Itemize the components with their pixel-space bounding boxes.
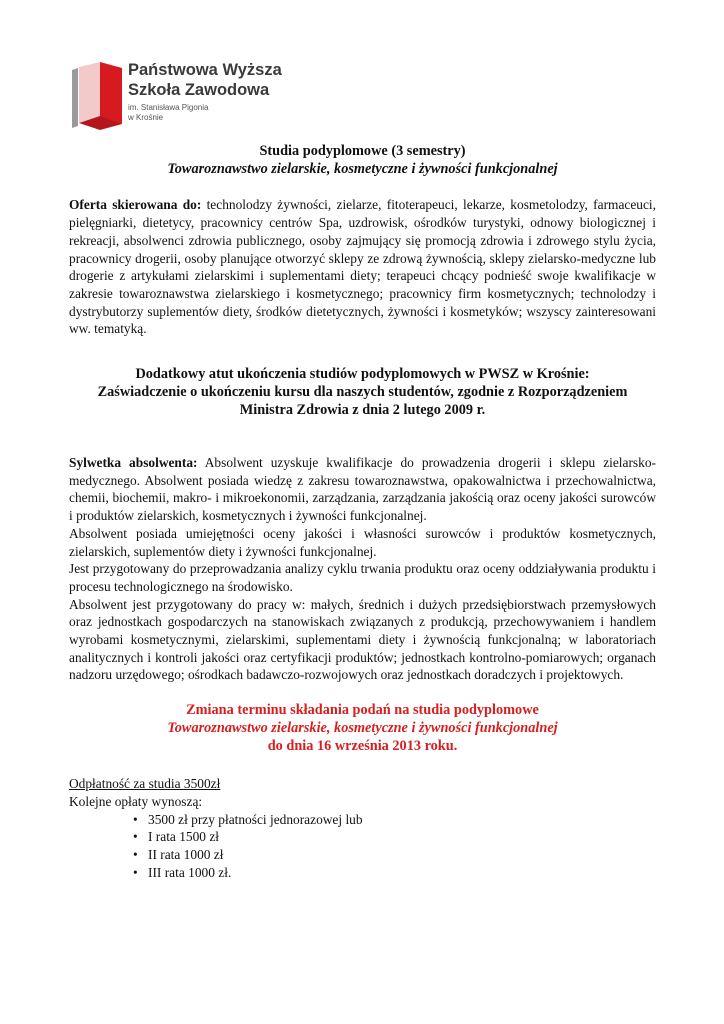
profile-paragraph-3: Jest przygotowany do przeprowadzania analizy cyklu trwania produktu oraz oceny oddziaływania produktu i procesu technologicznego na środowisko. — [69, 561, 656, 594]
page-title: Studia podyplomowe (3 semestry) — [259, 143, 466, 159]
logo-line-2: Szkoła Zawodowa — [128, 81, 270, 99]
profile-label: Sylwetka absolwenta: — [69, 455, 198, 471]
page-subtitle: Towaroznawstwo zielarskie, kosmetyczne i żywności funkcjonalnej — [167, 160, 558, 177]
logo-line-4: w Krośnie — [128, 113, 164, 122]
profile-section — [69, 454, 656, 684]
fee-item-text: 3500 zł przy płatności jednorazowej lub — [148, 811, 363, 827]
bonus-section — [69, 365, 656, 419]
notice-line-2: Towaroznawstwo zielarskie, kosmetyczne i żywności funkcjonalnej — [167, 720, 558, 737]
list-item — [133, 811, 656, 829]
logo-line-1: Państwowa Wyższa — [128, 61, 282, 79]
profile-text-1: Absolwent uzyskuje kwalifikacje do prowadzenia drogerii i sklepu zielarsko-medycznego. Absolwent posiada wiedzę z zakresu towaroznawstwa, opakowalnictwa i przechowalnictwa, chemii, biochemii, makro- i mikroekonomii, zarządzania, zarządzania jakością oraz oceny jakości surowców i produktów zielarskich, kosmetycznych i żywności funkcjonalnej. — [69, 455, 656, 524]
bonus-line-2: Zaświadczenie o ukończeniu kursu dla naszych studentów, zgodnie z Rozporządzeniem — [97, 384, 628, 401]
fee-item-text: III rata 1000 zł. — [148, 864, 232, 880]
fee-item-text: I rata 1500 zł — [148, 829, 220, 845]
fees-section — [69, 775, 656, 881]
profile-paragraph-2: Absolwent posiada umiejętności oceny jakości i własności surowców i produktów kosmetycznych, zielarskich, suplementów diety i żywności funkcjonalnej. — [69, 525, 656, 559]
bonus-line-1: Dodatkowy atut ukończenia studiów podyplomowych w PWSZ w Krośnie: — [135, 366, 590, 383]
fees-title: Odpłatność za studia 3500zł — [69, 776, 221, 792]
offer-text: technolodzy żywności, zielarze, fitoterapeuci, lekarze, kosmetolodzy, farmaceuci, pielęgniarki, dietetycy, pracownicy centrów Spa, uzdrowisk, ośrodków turystyki, odnowy biologicznej i rekreacji, absolwenci zdrowia publicznego, osoby zajmujący się promocją zdrowia i zdrowego stylu życia, pracownicy drogerii, osoby planujące otworzyć sklepy ze zdrową żywnością, sklepy zielarsko-medyczne lub drogerie z artykułami zielarskimi i suplementami diety; terapeuci chcący podnieść swoje kwalifikacje w zakresie towaroznawstwa zielarskiego i kosmetycznego; pracownicy firm kosmetycznych; technolodzy i dystrybutorzy suplementów diety, środków dietetycznych, żywności i kosmetyków; wszyscy zainteresowani ww. tematyką. — [69, 197, 656, 337]
fee-item-text: II rata 1000 zł — [148, 846, 224, 862]
notice-line-1: Zmiana terminu składania podań na studia podyplomowe — [186, 702, 539, 719]
notice-section — [69, 701, 656, 755]
offer-paragraph — [69, 196, 656, 338]
bullet-icon: • — [133, 829, 138, 845]
list-item — [133, 864, 656, 882]
offer-label: Oferta skierowana do: — [69, 197, 202, 213]
list-item — [133, 846, 656, 864]
school-logo — [70, 60, 310, 130]
notice-line-3: do dnia 16 września 2013 roku. — [267, 738, 458, 755]
bullet-icon: • — [133, 846, 138, 862]
document-body — [69, 143, 656, 881]
list-item — [133, 828, 656, 846]
book-logo-icon — [70, 60, 126, 130]
bullet-icon: • — [133, 864, 138, 880]
profile-paragraph-4: Absolwent jest przygotowany do pracy w: małych, średnich i dużych przedsiębiorstwach przemysłowych oraz jednostkach gospodarczych na stanowiskach związanych z produkcją, przechowywaniem i handlem wyrobami kosmetycznymi, zielarskimi, suplementami diety i żywnością funkcjonalną; w laboratoriach analitycznych i kontroli jakości oraz certyfikacji produktów; jednostkach kontrolno-pomiarowych; organach nadzoru urzędowego; ośrodkach badawczo-rozwojowych oraz jednostkach doradczych i projektowych. — [69, 596, 656, 683]
bullet-icon: • — [133, 811, 138, 827]
fees-list — [69, 811, 656, 882]
logo-line-3: im. Stanisława Pigonia — [128, 103, 209, 112]
bonus-line-3: Ministra Zdrowia z dnia 2 lutego 2009 r. — [239, 402, 486, 419]
profile-paragraph-1 — [69, 454, 656, 525]
logo-text — [128, 60, 282, 123]
fees-subtitle: Kolejne opłaty wynoszą: — [69, 793, 203, 809]
